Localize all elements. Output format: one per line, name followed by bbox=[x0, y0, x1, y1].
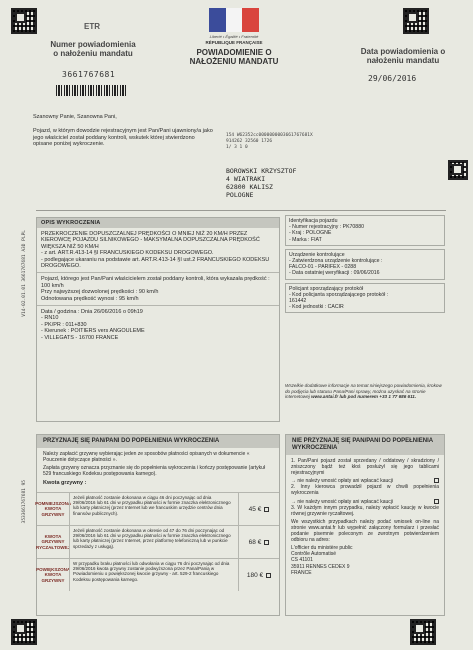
admit-consequence: Zapłata grzywny oznacza przyznanie się do popełnienia wykroczenia i kończy postępowanie (artykuł 529 francuskiego Kodeksu postępowania karnego). bbox=[43, 465, 266, 477]
device-box bbox=[285, 249, 445, 280]
fee-description: W przypadku braku płatności lub odwołania w ciągu 76 dni poczynając od dnia 29/06/2016 kwota grzywny zostanie podwyższona przez Pana/Panią w Powiadomieniu o powiększonej kwocie grzywny - art. 529-2 francuskiego Kodeksu postępowania karnego. bbox=[69, 559, 239, 591]
info-note-text: Wszelkie dodatkowe informacje na temat niniejszego powiadomienia, krokow do podjęcia lub statusu Pana/Pani sprawy, można uzyskać na stronie internetowej bbox=[285, 383, 442, 400]
notice-number: 3661767681 bbox=[62, 70, 116, 79]
document-title: POWIADOMIENIE O NAŁOŻENIU MANDATU bbox=[189, 48, 279, 66]
device-header: Urządzenie kontrolujące bbox=[289, 251, 345, 258]
fee-description: Jeżeli płatność zostanie dokonana w ciągu 46 dni poczynając od dnia 29/06/2016 lub 61 dni w przypadku płatności w formie znaczka elektronicznego lub karty płatniczej (przez Internet lub we francuskim urzędzie centrów dnia finansów publicznych). bbox=[69, 493, 239, 525]
offence-place: - VILLEGATS - 16700 FRANCE bbox=[41, 334, 119, 341]
reference-line: 914262 32560 1726 bbox=[226, 139, 273, 144]
deny-address-5: FRANCE bbox=[291, 569, 312, 576]
offence-pk: - PK/PR : 011+830 bbox=[41, 321, 87, 328]
vehicle-plate: - Numer rejestracyjny : PK70880 bbox=[289, 224, 364, 231]
deny-box bbox=[285, 434, 445, 616]
offence-penalty-law: - podlegające ukaraniu na podstawie art. ART.R.413-14 §I ust.2 FRANCUSKIEGO KODEKSU DROGOWEGO. bbox=[41, 256, 270, 270]
fee-amount: 45 € bbox=[248, 505, 262, 513]
fee-row bbox=[37, 558, 279, 591]
checkbox-icon[interactable] bbox=[434, 499, 439, 504]
barcode bbox=[56, 85, 126, 96]
offence-text: PRZEKROCZENIE DOPUSZCZALNEJ PRĘDKOŚCI O MNIEJ NIŻ 20 KM/H PRZEZ KIEROWCĘ POJAZDU SILNIKOWEGO - MAKSYMALNA DOPUSZCZALNA PRĘDKOŚĆ WIĘKSZA NIŻ 50 KM/H bbox=[41, 231, 260, 250]
fee-row bbox=[37, 525, 279, 558]
fine-amount-label: Kwota grzywny : bbox=[43, 480, 87, 486]
officer-id-label: - Kod policjanta sporządzającego protokół : bbox=[289, 291, 389, 298]
recipient-address bbox=[226, 167, 296, 199]
side-code-lower: 3533661767681 95 bbox=[22, 480, 27, 524]
admit-instructions: Należy zapłacić grzywnę wybierając jeden ze sposobów płatności opisanych w dokumencie « Pouczenie dotyczące płatności ». bbox=[43, 451, 250, 463]
fee-label: KWOTA GRZYWNY RYCZAŁTOWEJ bbox=[36, 533, 71, 550]
deny-case-3: 3. W każdym innym przypadku, należy wpłacić kaucję w kwocie równej grzywnie ryczałtowej. bbox=[291, 504, 439, 517]
checkbox-icon bbox=[264, 507, 269, 512]
address-line: BOROWSKI KRZYSZTOF bbox=[226, 167, 297, 175]
address-line: POLOGNE bbox=[226, 191, 254, 199]
republic-name: RÉPUBLIQUE FRANÇAISE bbox=[205, 40, 263, 45]
device-last-check: - Data ostatniej weryfikacji : 09/06/2016 bbox=[289, 270, 380, 277]
deny-header: NIE PRZYZNAJĘ SIĘ PAN/PANI DO POPEŁNIENIA WYKROCZENIA bbox=[286, 435, 444, 455]
fee-amount-cell bbox=[239, 559, 279, 591]
address-line: 62800 KALISZ bbox=[226, 183, 273, 191]
checkbox-icon[interactable] bbox=[434, 478, 439, 483]
speed-limit: Przy najwyższej dozwolonej prędkości : 90 km/h bbox=[41, 289, 159, 296]
offence-direction: - Kierunek : POITIERS vers ANGOULEME bbox=[41, 328, 145, 335]
offence-law: - z art. ART.R.413-14 §I FRANCUSKIEGO KODEKSU DROGOWEGO. bbox=[41, 250, 214, 257]
address-line: 4 WIATRAKI bbox=[226, 175, 266, 183]
vehicle-country: - Kraj : POLOGNE bbox=[289, 230, 332, 237]
deny-option-1: → nie należy wnosić opłaty ani wpłacać kaucji bbox=[291, 478, 393, 485]
fee-amount: 68 € bbox=[248, 538, 262, 546]
fee-description: Jeżeli płatność zostanie dokonana w okresie od 47 do 76 dni poczynając od 29/06/2016 lub 61 dni w przypadku płatności w formie znaczka elektronicznego lub karty płatniczej (przez Internet, przez platformę telefoniczną lub w punkcie sprzedaży z usługą). bbox=[69, 526, 239, 558]
admit-box bbox=[36, 434, 280, 616]
officer-box bbox=[285, 283, 445, 314]
fee-amount-cell bbox=[239, 493, 279, 525]
intro-text: Pojazd, w którym dowodzie rejestracyjnym jest Pan/Pani ujawniony/a jako jego właściciel został poddany kontroli, wskutek której stwierdzono opisane poniżej wykroczenie. bbox=[33, 128, 213, 147]
officer-id: 161442 bbox=[289, 298, 307, 305]
measured-speed: Pojazd, którego jest Pan/Pani właścicielem został poddany kontroli, która wykazała prędkość : 100 km/h bbox=[41, 276, 270, 289]
checkbox-icon bbox=[264, 540, 269, 545]
qr-code-bottom-right bbox=[410, 619, 436, 645]
qr-code-top-right bbox=[403, 8, 429, 34]
fee-amount-cell bbox=[239, 526, 279, 558]
vehicle-header: Identyfikacja pojazdu bbox=[289, 218, 338, 224]
offence-road: - RN10 bbox=[41, 315, 59, 322]
deny-option-2: → nie należy wnosić opłaty ani wpłacać kaucji bbox=[291, 498, 393, 505]
deny-address-1: L'officier du ministère public bbox=[291, 545, 353, 552]
info-note bbox=[285, 383, 445, 400]
officer-header: Policjant sporządzający protokół bbox=[289, 285, 364, 292]
vehicle-brand: - Marka : FIAT bbox=[289, 236, 322, 243]
notice-number-label: Numer powiadomienia o nałożeniu mandatu bbox=[50, 40, 136, 58]
device-approved: - Zatwierdzona urządzenie kontrolujące : bbox=[289, 258, 383, 265]
deny-instructions: We wszystkich przypadkach należy podać wniosek on-line na stronie www.antai.fr lub wypełnić załączony formularz i przesłać podanie pisemnie poleconym ze zwrotnym potwierdzeniem odbioru na adres: bbox=[291, 518, 439, 544]
recorded-speed: Odnotowana prędkość wynosi : 95 km/h bbox=[41, 295, 139, 302]
fee-label: POWIĘKSZONA KWOTA GRZYWNY bbox=[36, 566, 71, 583]
reference-line: 1/ 3 1 0 bbox=[226, 145, 248, 150]
qr-code-bottom-left bbox=[11, 619, 37, 645]
etr-label: ETR bbox=[84, 22, 100, 31]
offence-description-box bbox=[36, 217, 280, 422]
officer-unit: - Kod jednostki : CACIR bbox=[289, 304, 344, 311]
deny-address-4: 35911 RENNES CEDEX 9 bbox=[291, 563, 350, 570]
info-note-site: www.antai.fr lub pod numerem +33 1 77 686 611. bbox=[311, 394, 417, 400]
checkbox-icon bbox=[266, 573, 271, 578]
fee-row bbox=[37, 492, 279, 525]
deny-case-2: 2. Inny kierowca prowadził pojazd w chwili popełnienia wykroczenia bbox=[291, 484, 439, 497]
details-column bbox=[285, 215, 445, 316]
admit-header: PRZYZNAJĘ SIĘ PAN/PANI DO POPEŁNIENIA WYKROCZENIA bbox=[37, 435, 279, 448]
reference-codes bbox=[226, 133, 313, 151]
salutation: Szanowny Panie, Szanowna Pani, bbox=[33, 114, 117, 120]
side-code-upper: V14-02.01.01 3661767681 A3D PLPL bbox=[22, 230, 27, 317]
marianne-logo bbox=[209, 8, 259, 32]
deny-address-3: CS 41101 bbox=[291, 557, 313, 564]
fee-amount: 180 € bbox=[246, 571, 264, 579]
offence-header: OPIS WYKROCZENIA bbox=[37, 218, 279, 228]
vehicle-box bbox=[285, 215, 445, 246]
divider bbox=[36, 210, 446, 211]
republic-motto: Liberté • Égalité • Fraternité bbox=[209, 34, 259, 39]
fee-label: POMNIEJSZONA KWOTA GRZYWNY bbox=[35, 500, 72, 517]
deny-case-1: 1. Pan/Pani pojazd został sprzedany / oddatowy / skradziony / zniszczony bądź też kłoś posłużył się jego tablicami rejestracyjnymi bbox=[291, 458, 439, 477]
notice-date-label: Data powiadomienia o nałożeniu mandatu bbox=[360, 47, 446, 65]
offence-datetime: Data / godzina : Dnia 26/06/2016 o 09h19 bbox=[41, 309, 143, 316]
qr-code-top-left bbox=[11, 8, 37, 34]
reference-line: 154 W62352cc0000000003661767681X bbox=[226, 133, 313, 138]
notice-date: 29/06/2016 bbox=[368, 74, 417, 83]
device-model: FALCO-01 - PARIFEX - 0288 bbox=[289, 264, 357, 271]
qr-code-middle-right bbox=[448, 160, 468, 180]
deny-address-2: Contrôle Automatisé bbox=[291, 551, 337, 558]
